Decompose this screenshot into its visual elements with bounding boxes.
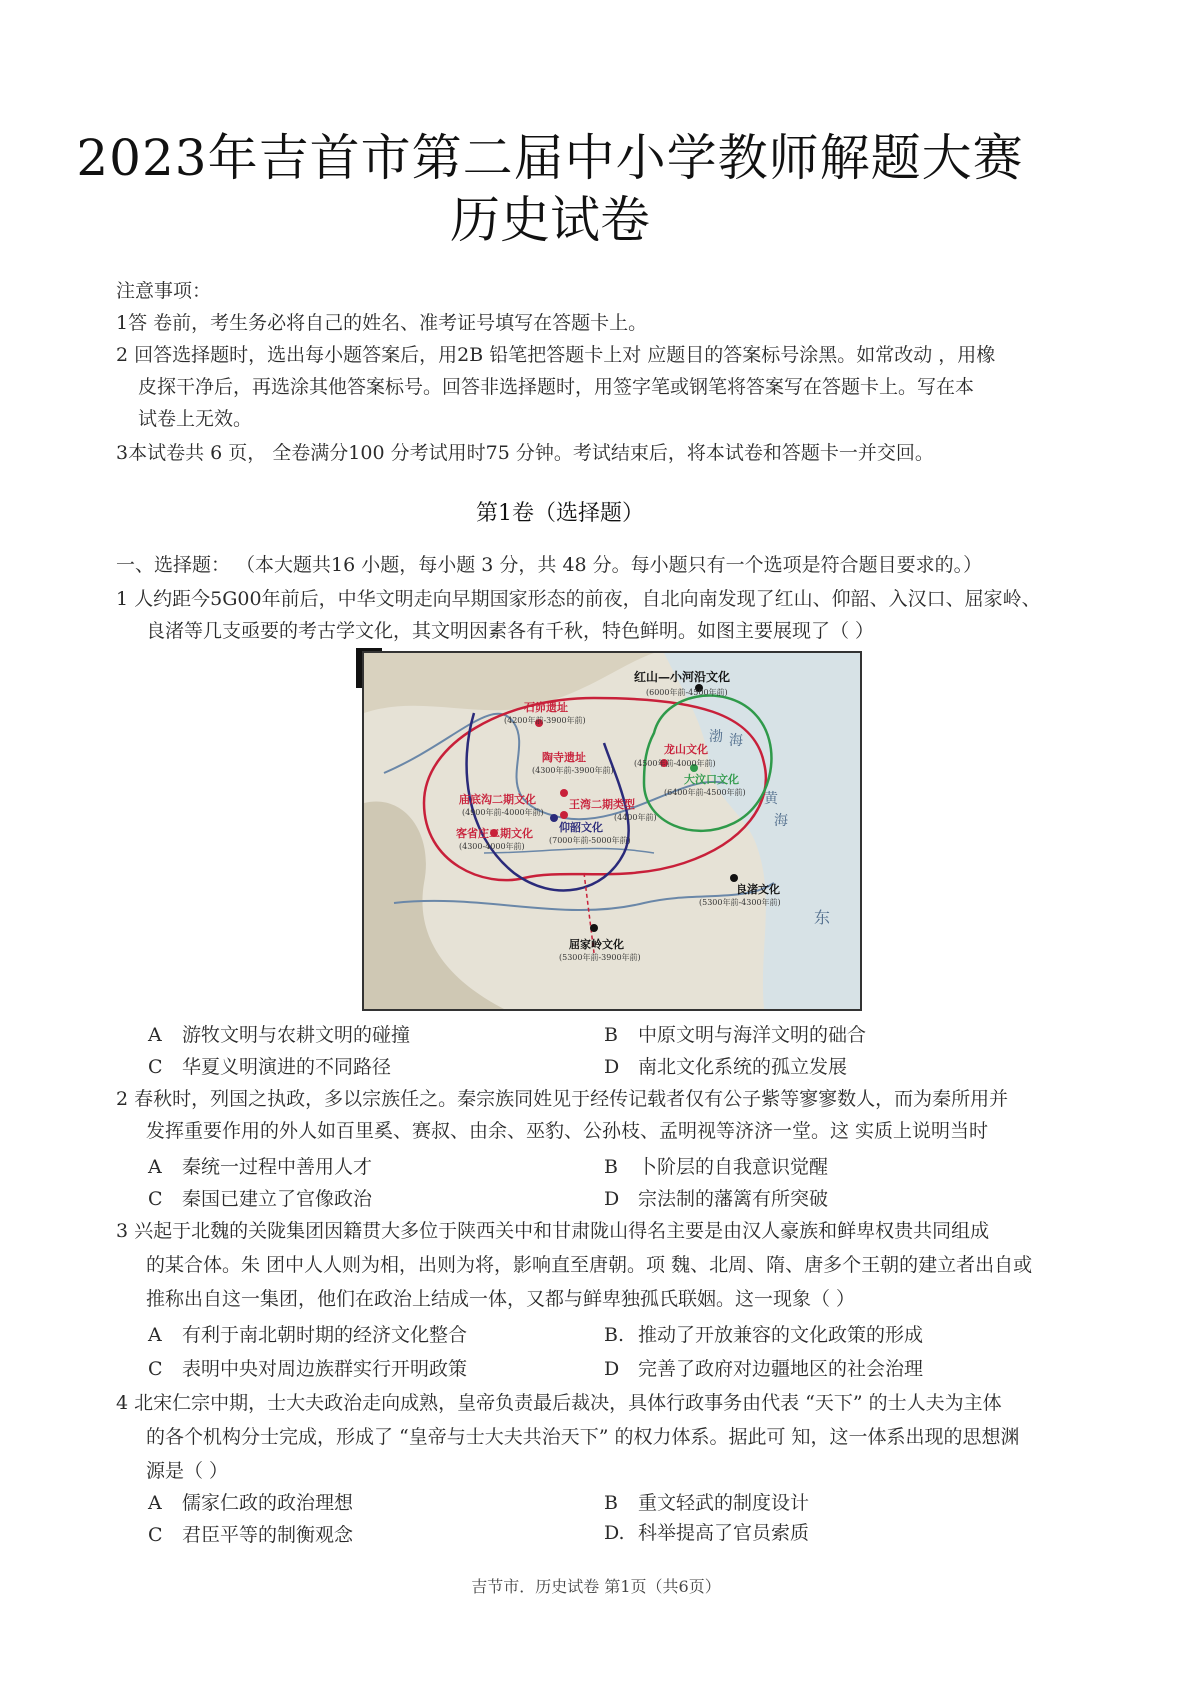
question-3-line: 3 兴起于北魏的关陇集团因籍贯大多位于陕西关中和甘肃陇山得名主要是由汉人豪族和鲜卑权贵共同组成 xyxy=(116,1220,990,1242)
sea-label: 黄 xyxy=(764,791,778,807)
option-4B[interactable]: B 重文轻武的制度设计 xyxy=(604,1492,810,1514)
map-label-dates: (4300-4000年前) xyxy=(459,842,525,851)
option-1C[interactable]: C 华夏义明演进的不同路径 xyxy=(148,1056,392,1078)
map-label-dates: (7000年前-5000年前) xyxy=(549,836,631,845)
notice-item: 1答 卷前，考生务必将自己的姓名、准考证号填写在答题卡上。 xyxy=(116,312,648,334)
option-1B[interactable]: B 中原文明与海洋文明的础合 xyxy=(604,1024,867,1046)
option-3A[interactable]: A 有利于南北朝时期的经济文化整合 xyxy=(148,1324,468,1346)
option-4D[interactable]: D. 科举提高了官员索质 xyxy=(604,1522,810,1544)
option-2B[interactable]: B 卜阶层的自我意识觉醒 xyxy=(604,1156,829,1178)
notice-item: 试卷上无效。 xyxy=(138,408,253,430)
map-label: 庙底沟二期文化 xyxy=(459,793,536,806)
map-label: 良渚文化 xyxy=(736,883,780,896)
culture-map-figure xyxy=(362,651,862,1011)
map-label: 屈家岭文化 xyxy=(569,938,624,951)
section-title: 第1卷（选择题） xyxy=(476,501,644,526)
question-2-line: 2 春秋时，列国之执政，多以宗族任之。秦宗族同姓见于经传记载者仅有公子紫等寥寥数人，而为秦所用并 xyxy=(116,1088,1009,1110)
map-label-dates: (6000年前-4500年前) xyxy=(646,688,728,697)
option-3B[interactable]: B. 推动了开放兼容的文化政策的形成 xyxy=(604,1324,924,1346)
option-3D[interactable]: D 完善了政府对边疆地区的社会治理 xyxy=(604,1358,924,1380)
question-4-line: 源是（ ） xyxy=(146,1460,229,1482)
sea-label: 海 xyxy=(729,733,743,749)
sea-label: 海 xyxy=(774,813,788,829)
option-4C[interactable]: C 君臣平等的制衡观念 xyxy=(148,1524,354,1546)
question-1-line: 1 人约距今5G00年前后，中华文明走向早期国家形态的前夜，自北向南发现了红山、仰韶、入汉口、屈家岭、 xyxy=(116,588,1041,610)
map-label-dates: (4900年前-4000年前) xyxy=(462,808,544,817)
map-label: 红山—小河沿文化 xyxy=(634,670,731,684)
map-label: 陶寺遗址 xyxy=(542,751,586,764)
culture-map xyxy=(364,653,860,1009)
question-1-line: 良渚等几支亟要的考古学文化，其文明因素各有千秋，特色鲜明。如图主要展现了（ ） xyxy=(146,620,875,642)
map-label: 王湾二期类型 xyxy=(569,798,635,811)
map-label-dates: (4200年前-3900年前) xyxy=(504,716,586,725)
option-2C[interactable]: C 秦国已建立了官像政治 xyxy=(148,1188,373,1210)
exam-title: 2023年吉首市第二届中小学教师解题大赛 xyxy=(76,129,1024,187)
option-1A[interactable]: A 游牧文明与农耕文明的碰撞 xyxy=(148,1024,411,1046)
notice-item: 皮探干净后，再选涂其他答案标号。回答非选择题时，用签字笔或钢笔将答案写在答题卡上。写在本 xyxy=(138,376,975,398)
notice-heading: 注意事项： xyxy=(116,280,212,302)
question-2-line: 发挥重要作用的外人如百里奚、赛叔、由余、巫豹、公孙枝、孟明视等济济一堂。这 实质上说明当时 xyxy=(146,1120,989,1142)
question-4-line: 的各个机构分士完成，形成了 “皇帝与士大夫共治天下” 的权力体系。据此可 知，这一体系出现的思想渊 xyxy=(146,1426,1020,1448)
map-label-dates: (4500年前-4000年前) xyxy=(634,759,716,768)
map-label: 石峁遗址 xyxy=(524,701,568,714)
notice-item: 2 回答选择题时，选出每小题答案后，用2B 铅笔把答题卡上对 应题目的答案标号涂黑。如常改动 ，用橡 xyxy=(116,344,996,366)
map-label-dates: (5300年前-3900年前) xyxy=(559,953,641,962)
option-2D[interactable]: D 宗法制的藩篱有所突破 xyxy=(604,1188,829,1210)
option-3C[interactable]: C 表明中央对周边族群实行开明政策 xyxy=(148,1358,468,1380)
notice-item: 3本试卷共 6 页， 全卷满分100 分考试用时75 分钟。考试结束后，将本试卷和答题卡一并交回。 xyxy=(116,442,934,464)
part-intro: 一、选择题： （本大题共16 小题，每小题 3 分，共 48 分。每小题只有一个选项是符合题目要求的。） xyxy=(116,554,983,576)
map-label: 龙山文化 xyxy=(664,743,708,756)
sea-label: 东 xyxy=(814,908,831,927)
question-4-line: 4 北宋仁宗中期，士大夫政治走向成熟，皇帝负责最后裁决，具体行政事务由代表 “天下” 的士人夫为主体 xyxy=(116,1392,1002,1414)
map-label-dates: (6400年前-4500年前) xyxy=(664,788,746,797)
option-4A[interactable]: A 儒家仁政的政治理想 xyxy=(148,1492,354,1514)
page-footer: 吉节市．历史试卷 第1页（共6页） xyxy=(471,1577,721,1596)
exam-subtitle: 历史试卷 xyxy=(450,191,650,249)
question-3-line: 的某合体。朱 团中人人则为相，出则为将，影响直至唐朝。项 魏、北周、隋、唐多个王朝的建立者出自或 xyxy=(146,1254,1033,1276)
option-2A[interactable]: A 秦统一过程中善用人才 xyxy=(148,1156,373,1178)
map-label: 大汶口文化 xyxy=(684,773,739,786)
map-label: 仰韶文化 xyxy=(559,821,603,834)
sea-label: 渤 xyxy=(709,729,723,745)
question-3-line: 推称出自这一集团，他们在政治上结成一体，又都与鲜卑独孤氏联姻。这一现象（ ） xyxy=(146,1288,856,1310)
map-label: 客省庄二期文化 xyxy=(456,827,533,840)
map-label-dates: (4400年前) xyxy=(614,813,657,822)
map-label-dates: (5300年前-4300年前) xyxy=(699,898,781,907)
option-1D[interactable]: D 南北文化系统的孤立发展 xyxy=(604,1056,848,1078)
map-label-dates: (4300年前-3900年前) xyxy=(532,766,614,775)
